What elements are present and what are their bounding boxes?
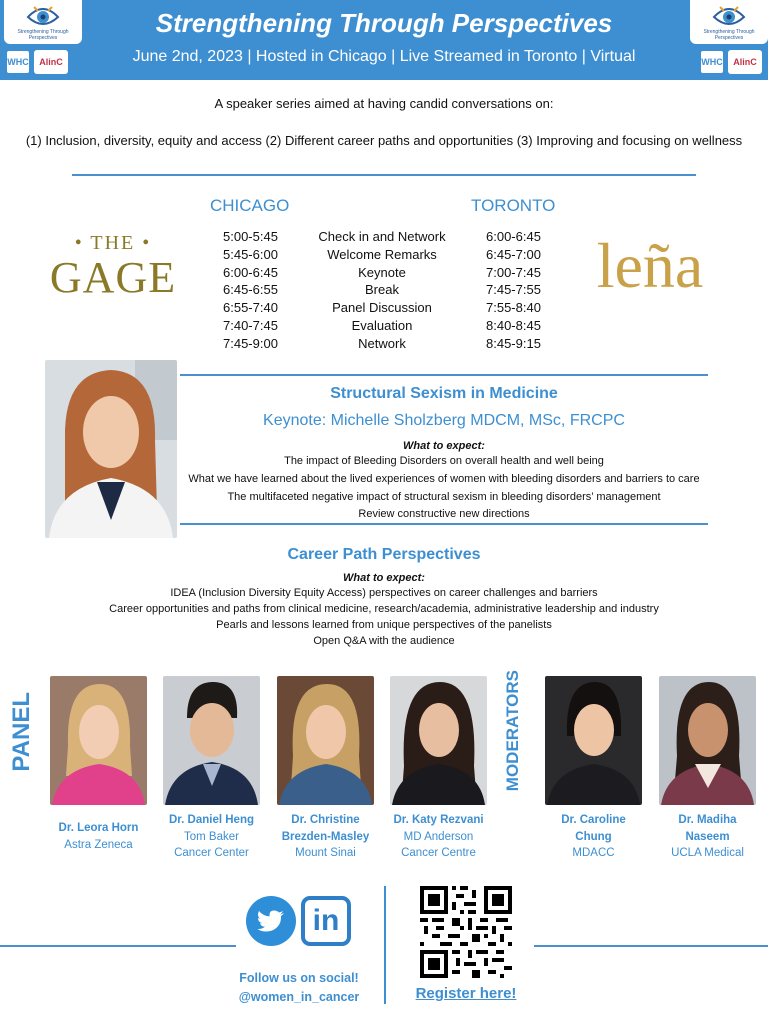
moderator-card	[653, 812, 762, 862]
partner-badges-right	[700, 50, 762, 74]
toronto-time: 7:00-7:45	[486, 264, 541, 280]
social-handle[interactable]: @women_in_cancer	[238, 990, 360, 1004]
person-affiliation: Astra Zeneca	[64, 838, 133, 851]
career-title: Career Path Perspectives	[287, 546, 481, 563]
chicago-times	[223, 228, 293, 353]
divider	[0, 945, 236, 947]
person-affiliation: Cancer Centre	[401, 847, 476, 859]
panelist-photo	[50, 676, 147, 805]
panelist-card	[44, 820, 153, 853]
eye-logo-icon	[712, 3, 746, 29]
the-gage-logo	[38, 232, 188, 301]
intro-text: A speaker series aimed at having candid conversations on:	[214, 96, 554, 111]
register-link[interactable]: Register here!	[415, 985, 517, 1002]
logo-text: Strengthening Through	[703, 29, 755, 35]
moderator-photo	[659, 676, 756, 805]
panelist-photo	[390, 676, 487, 805]
toronto-time: 6:00-6:45	[486, 229, 541, 244]
list-item: The multifaceted negative impact of structural sexism in bleeding disorders’ management	[227, 490, 661, 503]
toronto-time: 8:40-8:45	[486, 317, 541, 333]
chicago-time: 7:40-7:45	[223, 317, 278, 333]
panel-label: PANEL	[8, 692, 35, 772]
chicago-time: 6:55-7:40	[223, 300, 278, 316]
whc-logo: WHC	[6, 50, 30, 74]
divider	[534, 945, 768, 947]
list-item: Review constructive new directions	[358, 508, 530, 521]
event-name: Evaluation	[351, 317, 413, 333]
footer-divider	[384, 886, 386, 1004]
alinc-logo: AlinC	[34, 50, 68, 74]
logo-text: Perspectives	[714, 35, 744, 41]
page-title: Strengthening Through Perspectives	[155, 8, 613, 38]
keynote-expect-heading: What to expect:	[403, 440, 485, 452]
moderators-label: MODERATORS	[503, 670, 522, 792]
list-item: What we have learned about the lived experiences of women with bleeding disorders and barriers to care	[188, 472, 700, 485]
lena-logo: leña	[596, 230, 704, 301]
divider	[180, 523, 708, 525]
person-affiliation: MDACC	[572, 847, 615, 859]
keynote-title: Structural Sexism in Medicine	[330, 385, 558, 402]
divider	[72, 174, 696, 176]
person-affiliation: MD Anderson	[403, 830, 474, 843]
person-name: Dr. Madiha	[678, 814, 737, 826]
person-name: Chung	[575, 830, 612, 843]
toronto-times	[486, 228, 556, 353]
social-follow-text	[226, 969, 372, 1007]
person-name: Dr. Caroline	[561, 814, 626, 826]
chicago-time: 6:00-6:45	[223, 264, 278, 280]
follow-label: Follow us on social!	[239, 971, 359, 985]
person-name: Brezden-Masley	[281, 830, 370, 843]
event-details: June 2nd, 2023 | Hosted in Chicago | Live Streamed in Toronto | Virtual	[132, 48, 636, 65]
event-name: Network	[358, 335, 406, 351]
career-expect-heading: What to expect:	[343, 572, 425, 584]
toronto-time: 6:45-7:00	[486, 246, 541, 262]
person-name: Dr. Daniel Heng	[169, 814, 254, 826]
chicago-time: 6:45-6:55	[223, 282, 278, 298]
panelist-card	[384, 812, 493, 862]
person-affiliation: UCLA Medical	[671, 847, 744, 859]
person-name: Dr. Christine	[291, 814, 360, 826]
gage-logo-main: GAGE	[49, 253, 177, 302]
keynote-expect-list	[180, 453, 708, 524]
moderator-card	[539, 812, 648, 862]
divider	[180, 374, 708, 376]
toronto-time: 7:45-7:55	[486, 282, 541, 298]
list-item: The impact of Bleeding Disorders on overall health and well being	[284, 455, 604, 467]
gage-logo-top: • THE •	[74, 232, 152, 254]
event-name: Break	[365, 282, 399, 298]
person-affiliation: Tom Baker	[184, 830, 239, 843]
panelist-card	[157, 812, 266, 862]
event-name: Keynote	[358, 264, 406, 280]
keynote-speaker-photo	[45, 360, 177, 538]
twitter-icon[interactable]	[246, 896, 296, 946]
person-name: Naseem	[685, 830, 730, 843]
topics-text: (1) Inclusion, diversity, equity and access (2) Different career paths and opportunities (3) Improving and focusing on wellness	[25, 133, 743, 148]
schedule-events	[302, 228, 462, 353]
list-item: Open Q&A with the audience	[313, 635, 455, 647]
panelist-photo	[163, 676, 260, 805]
list-item: Pearls and lessons learned from unique perspectives of the panelists	[216, 619, 552, 631]
list-item: IDEA (Inclusion Diversity Equity Access) perspectives on career challenges and barriers	[170, 587, 598, 599]
panelist-card	[268, 812, 383, 862]
header-banner	[0, 0, 768, 80]
logo-text: Strengthening Through	[17, 29, 69, 35]
event-name: Check in and Network	[318, 229, 446, 244]
person-name: Dr. Katy Rezvani	[393, 814, 484, 826]
person-affiliation: Mount Sinai	[295, 847, 356, 859]
event-name: Welcome Remarks	[327, 246, 437, 262]
toronto-time: 7:55-8:40	[486, 300, 541, 316]
chicago-time: 5:00-5:45	[223, 229, 278, 244]
chicago-time: 7:45-9:00	[223, 335, 278, 351]
person-name: Dr. Leora Horn	[58, 822, 139, 834]
linkedin-icon[interactable]: in	[301, 896, 351, 946]
list-item: Career opportunities and paths from clinical medicine, research/academia, administrative leadership and industry	[109, 603, 659, 615]
panelist-photo	[277, 676, 374, 805]
toronto-time: 8:45-9:15	[486, 335, 541, 351]
person-affiliation: Cancer Center	[174, 847, 249, 859]
moderator-photo	[545, 676, 642, 805]
alinc-logo: AlinC	[728, 50, 762, 74]
career-expect-list	[0, 585, 768, 649]
whc-logo: WHC	[700, 50, 724, 74]
event-name: Panel Discussion	[332, 300, 432, 316]
toronto-heading: TORONTO	[471, 196, 556, 215]
keynote-speaker: Keynote: Michelle Sholzberg MDCM, MSc, FRCPC	[263, 412, 625, 429]
qr-code-icon[interactable]	[420, 886, 512, 978]
chicago-time: 5:45-6:00	[223, 246, 278, 262]
event-logo-right	[690, 0, 768, 44]
logo-text: Perspectives	[28, 35, 58, 41]
chicago-heading: CHICAGO	[210, 196, 290, 215]
